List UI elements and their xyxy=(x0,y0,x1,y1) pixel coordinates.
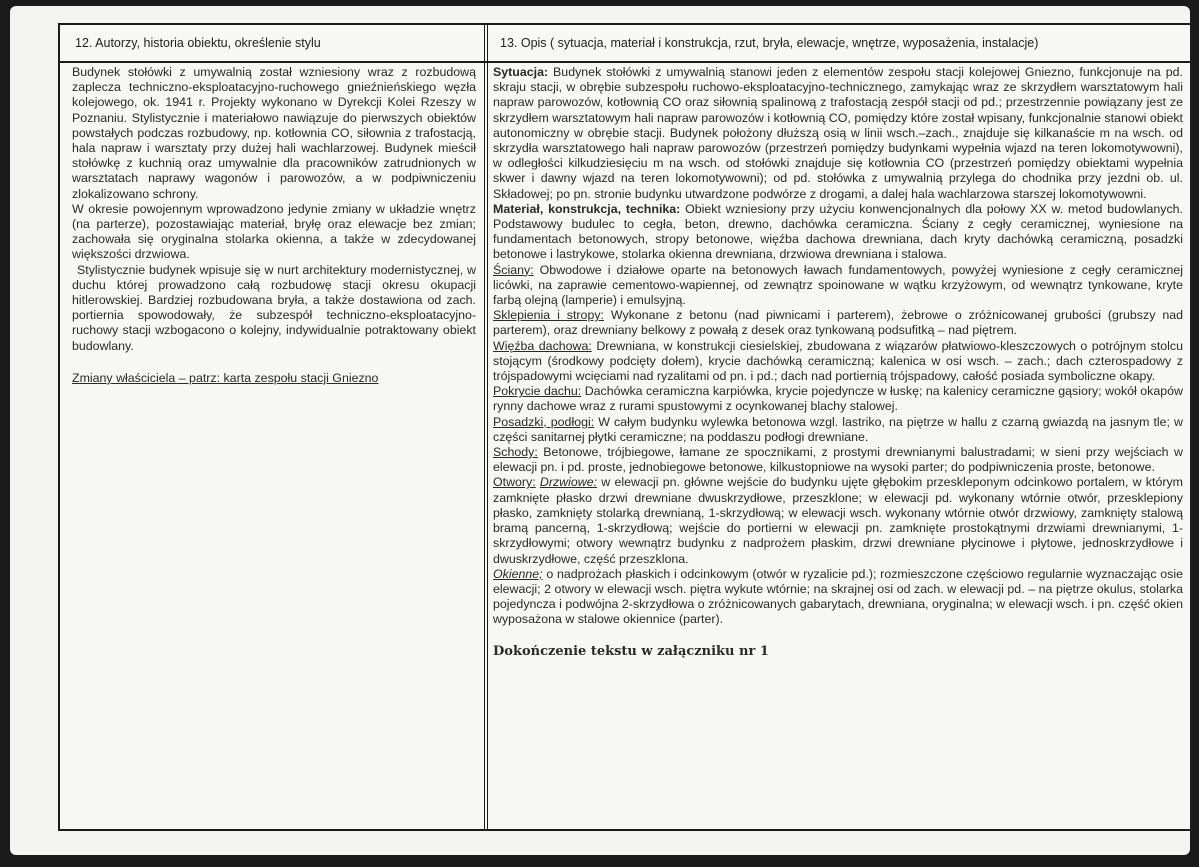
form-table xyxy=(58,23,1192,831)
header-authors-history: 12. Autorzy, historia obiektu, określenie stylu xyxy=(75,36,321,50)
section-schody xyxy=(493,445,1183,475)
sciany-label: Ściany: xyxy=(493,262,534,277)
owner-changes-reference: Zmiany właściciela – patrz: karta zespołu stacji Gniezno xyxy=(72,370,379,385)
section-otwory xyxy=(493,475,1183,566)
section-sciany xyxy=(493,263,1183,309)
section-wiezba xyxy=(493,339,1183,385)
pokrycie-text: Dachówka ceramiczna karpiówka, krycie pojedyncze w łuskę; na kalenicy ceramiczne gąsiory; wokół okapów rynny dachowe wraz z rurami spustowymi z ocynkowanej blachy stalowej. xyxy=(493,384,1183,414)
section-material xyxy=(493,202,1183,263)
history-paragraph-2: W okresie powojennym wprowadzono jedynie zmiany w układzie wnętrz (na parterze), pozostawiając materiał, bryłę oraz elewacje bez zmian; zachowała się oryginalna stolarka okienna, a także w zdecydowanej większości drzwiowa. xyxy=(72,201,476,262)
section-okienne xyxy=(493,567,1183,628)
okienne-label: Okienne; xyxy=(493,566,543,581)
sciany-text: Obwodowe i działowe oparte na betonowych ławach fundamentowych, powyżej wyniesione z cegły ceramicznej licówki, na zaprawie cementowo-wapiennej, od zewnątrz spoinowane w wątku krzyżowym, od wewnątrz tynkowane, kryte farbą olejną (lamperie) i emulsyjną. xyxy=(493,262,1183,308)
header-description: 13. Opis ( sytuacja, materiał i konstrukcja, rzut, bryła, elewacje, wnętrze, wyposażenia, instalacje) xyxy=(500,36,1039,50)
sklepienia-text: Wykonane z betonu (nad piwnicami i parterem), żebrowe o zróżnicowanej grubości (grubszy nad parterem), oraz drewniany belkowy z powałą z desek oraz tynkowaną podsufitką – nad piętrem. xyxy=(493,308,1183,338)
section-pokrycie xyxy=(493,384,1183,414)
continuation-note: Dokończenie tekstu w załączniku nr 1 xyxy=(493,643,769,659)
posadzki-label: Posadzki, podłogi: xyxy=(493,414,595,429)
drzwiowe-label: Drzwiowe: xyxy=(539,475,598,490)
okienne-text: o nadprożach płaskich i odcinkowym (otwór w ryzalicie pd.); rozmieszczone częściowo regularnie wyznaczając osie elewacji; 2 otwory w elewacji wsch. piętra wykute wtórnie; na skrajnej osi od zach. w elewacji pd. – na piętrze okulus, stolarka pojedyncza i podwójna 2-skrzydłowa o zróżnicowanych gabarytach, drewniana, oryginalna; w elewacji wsch. i pn. część okien wyposażona w stalowe okiennice (parter). xyxy=(493,566,1183,627)
description-column xyxy=(493,65,1183,659)
column-divider xyxy=(484,25,488,829)
section-posadzki xyxy=(493,415,1183,445)
history-paragraph-1: Budynek stołówki z umywalnią został wzniesiony wraz z rozbudową zaplecza techniczno-eksploatacyjno-ruchowego gnieźnieńskiego węzła kolejowego, ok. 1941 r. Projekty wykonano w Dyrekcji Kolei Rzeszy w Poznaniu. Stylistycznie i materiałowo nawiązuje do pierwszych obiektów powstałych podczas rozbudowy, np. kotłownia CO, siłownia z trafostacją, hala napraw i warsztaty przy dużej hali wachlarzowej. Budynek mieścił stołówkę z kuchnią oraz umywalnie dla pracowników zatrudnionych w warsztatach naprawy wagonów i parowozów, a w podpiwniczeniu zlokalizowano schrony. xyxy=(72,65,476,201)
schody-label: Schody: xyxy=(493,445,538,460)
drzwiowe-text: w elewacji pn. główne wejście do budynku ujęte głębokim przeskleponym odcinkowo portalem, w którym zamknięte płasko drzwi drewniane dwuskrzydłowe, przeszklone; w elewacji pd. wykonany wtórnie otwór, przesklepiony płasko, zamknięty stolarką drewnianą, 1-skrzydłową; w elewacji wsch. wykonany wtórnie otwór drzwiowy, zamknięty stalową bramą pancerną, 1-skrzydłową; wejście do portierni w elewacji pn. zamknięte prostokątnymi drzwiami drewnianymi, 1-skrzydłowymi; otwory wewnątrz budynku z nadprożem płaskim, drzwi drewniane płycinowe i płytowe, jednoskrzydłowe i dwuskrzydłowe, część przeszklona. xyxy=(493,475,1183,566)
sytuacja-text: Budynek stołówki z umywalnią stanowi jeden z elementów zespołu stacji kolejowej Gniezno, funkcjonuje na pd. skraju stacji, w obrębie subzespołu ruchowo-eksploatacyjno-technicznego, zamykając wraz ze skrzydłem warsztatowym hali napraw parowozów, kotłownią CO oraz siłownią spalinową z trafostacją zespół stacji od pd.; przestrzennie powiązany jest ze skrzydłem warsztatowym hali napraw parowozów i kotłownią CO, pomiędzy które został wpisany, funkcjonalnie stanowi obiekt autonomiczny w obrębie stacji. Budynek położony dłuższą osią w linii wsch.–zach., znajduje się kilkanaście m na wsch. od skrzydła warsztatowego hali napraw parowozów (przestrzeń pomiędzy budynkami wypełnia wjazd na teren lokomotywowni), w odległości kilkudziesięciu m na wsch. od stołówki znajduje się kotłownia CO (przestrzeń pomiędzy obiektami wypełnia skwer i dawny wjazd na teren lokomotywowni); od pd. stołówka z umywalnią przylega do chodnika przy jezdni ob. ul. Składowej; po pn. stronie budynku utwardzone podwórze z drogami, a dalej hala wachlarzowa starszej lokomotywowni. xyxy=(493,65,1183,201)
otwory-label: Otwory: xyxy=(493,475,536,490)
section-sklepienia xyxy=(493,308,1183,338)
history-column xyxy=(72,65,476,386)
material-label: Materiał, konstrukcja, technika: xyxy=(493,201,681,216)
history-paragraph-3: Stylistycznie budynek wpisuje się w nurt architektury modernistycznej, w duchu której prowadzono całą rozbudowę stacji okresu okupacji hitlerowskiej. Bardziej rozbudowana bryła, a także dostawiona od zach. portiernia spowodowały, że subzespół techniczno-eksploatacyjno-ruchowy stacji wzbogacono o kolejny, indywidualnie potraktowany obiekt budowlany. xyxy=(72,262,476,353)
wiezba-text: Drewniana, w konstrukcji ciesielskiej, zbudowana z wiązarów płatwiowo-kleszczowych o potrójnym stolcu stojącym (środkowy podcięty dołem), krycie dachówką ceramiczną; kalenica w osi wsch. – zach.; dach czterospadowy z trójspadowymi wcięciami nad ryzalitami od pn. i pd.; dach nad portiernią trójspadowy, całość posiada symboliczne okapy. xyxy=(493,338,1183,384)
wiezba-label: Więźba dachowa: xyxy=(493,338,592,353)
sytuacja-label: Sytuacja: xyxy=(493,65,549,79)
posadzki-text: W całym budynku wylewka betonowa wzgl. lastriko, na piętrze w hallu z czarną gwiazdą na jasnym tle; w części sanitarnej płytki ceramiczne; na poddaszu podłogi drewniane. xyxy=(493,414,1183,444)
schody-text: Betonowe, trójbiegowe, łamane ze spocznikami, z prostymi drewnianymi balustradami; w sieni przy wejściach w elewacji pn. i pd. proste, jednobiegowe betonowe, kilkustopniowe na wysoki parter; do podpiwniczenia proste, betonowe. xyxy=(493,445,1183,475)
section-sytuacja xyxy=(493,65,1183,202)
header-divider xyxy=(60,61,1190,63)
material-text: Obiekt wzniesiony przy użyciu konwencjonalnych dla połowy XX w. metod budowlanych. Podstawowy budulec to cegła, beton, drewno, dachówka ceramiczna. Ściany z cegły ceramicznej, wyniesione na fundamentach betonowych, stropy betonowe, więźba dachowa drewniana, dach kryty dachówką ceramiczną, posadzki betonowe i lastrykowe, stolarka okienna drewniana, drzwiowa drewniana i stalowa. xyxy=(493,201,1183,262)
pokrycie-label: Pokrycie dachu: xyxy=(493,384,582,399)
sklepienia-label: Sklepienia i stropy: xyxy=(493,308,604,323)
